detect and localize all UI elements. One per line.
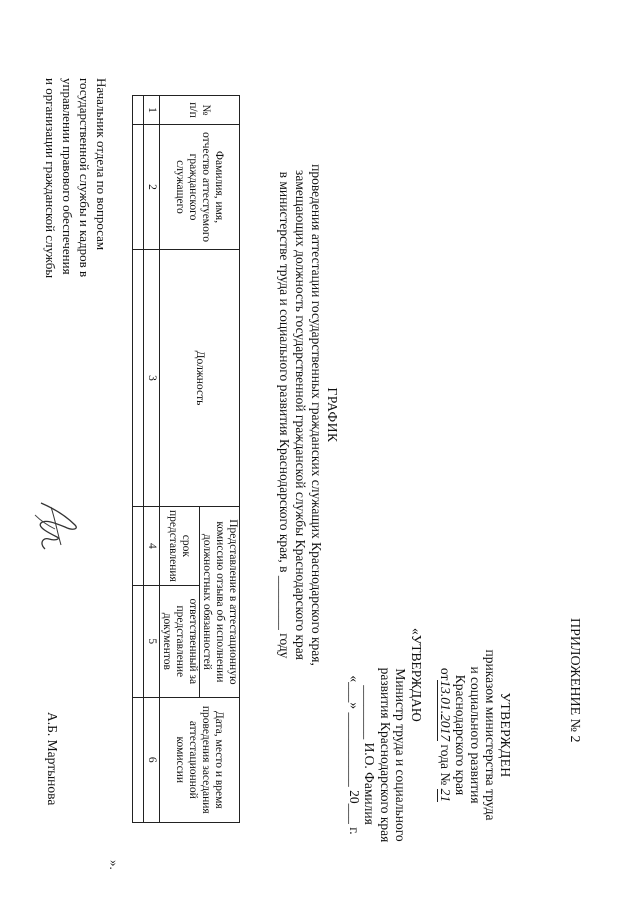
signatory-line-4: и организации гражданской службы (43, 78, 58, 279)
year-word: года № (438, 744, 453, 786)
col-number-3: 3 (144, 250, 160, 507)
title-line-3: в министерстве труда и социального развития Краснодарского края, в ________ году (277, 171, 292, 659)
approved-date-line (437, 600, 453, 870)
document-title: ГРАФИК (325, 387, 340, 443)
approved-block (437, 600, 513, 870)
approve-block (347, 620, 425, 890)
col-number-5: 5 (144, 585, 160, 697)
handwritten-signature-icon (25, 495, 85, 555)
approved-heading: УТВЕРЖДЕН (498, 692, 513, 778)
col-number-2: 2 (144, 125, 160, 250)
table-cell (133, 697, 144, 822)
table-number-row (144, 96, 160, 823)
table-cell (133, 96, 144, 125)
header-num: № п/п (160, 96, 240, 125)
signature-name: И.О. Фамилия (362, 742, 378, 825)
approved-line-1: приказом министерства труда (483, 649, 498, 821)
signatory-block (42, 78, 110, 378)
signatory-line-1: Начальник отдела по вопросам (94, 78, 109, 251)
title-line-2: замещающих должность государственной гражданской службы Краснодарского края (293, 170, 308, 660)
approve-line-2: развития Краснодарского края (378, 667, 393, 843)
table-cell (133, 250, 144, 507)
header-submission: Представление в аттестационную комиссию отзыва об исполнении должностных обязанностей (200, 507, 240, 698)
order-date: 13.01.2017 (438, 680, 453, 742)
table-cell (133, 585, 144, 697)
table-cell (133, 507, 144, 586)
title-line-1: проведения аттестации государственных гражданских служащих Краснодарского края, (309, 164, 324, 666)
header-name: Фамилия, имя, отчество аттестуемого гражданского служащего (160, 125, 240, 250)
title-block (276, 90, 340, 740)
appendix-label: ПРИЛОЖЕНИЕ № 2 (567, 618, 582, 743)
header-deadline: срок представления (160, 507, 200, 586)
table-cell (133, 125, 144, 250)
table-row (133, 96, 144, 823)
col-number-6: 6 (144, 697, 160, 822)
header-meeting: Дата, место и время проведения заседания аттестационной комиссии (160, 697, 240, 822)
signatory-line-3: управлении правового обеспечения (60, 78, 75, 275)
schedule-table (132, 95, 240, 823)
approved-line-3: Краснодарского края (453, 674, 468, 796)
order-number: 21 (438, 788, 453, 803)
closing-quote: ». (107, 860, 122, 870)
approve-signature-line (362, 620, 378, 890)
header-position: Должность (160, 250, 240, 507)
approve-line-1: Министр труда и социального (393, 668, 409, 842)
col-number-1: 1 (144, 96, 160, 125)
approved-line-2: и социального развития (468, 666, 483, 804)
col-number-4: 4 (144, 507, 160, 586)
approve-heading: «УТВЕРЖДАЮ (409, 628, 424, 722)
signatory-line-2: государственной службы и кадров в (77, 78, 92, 278)
date-prefix: от (438, 667, 453, 681)
approve-date-line: «___» ___________ 20___ г. (347, 675, 362, 835)
signature-blank: ________ (362, 685, 378, 740)
signatory-name: А.Б. Мартынова (45, 712, 60, 806)
header-responsible: ответственный за представление документов (160, 585, 200, 697)
table-header-row (200, 96, 240, 823)
